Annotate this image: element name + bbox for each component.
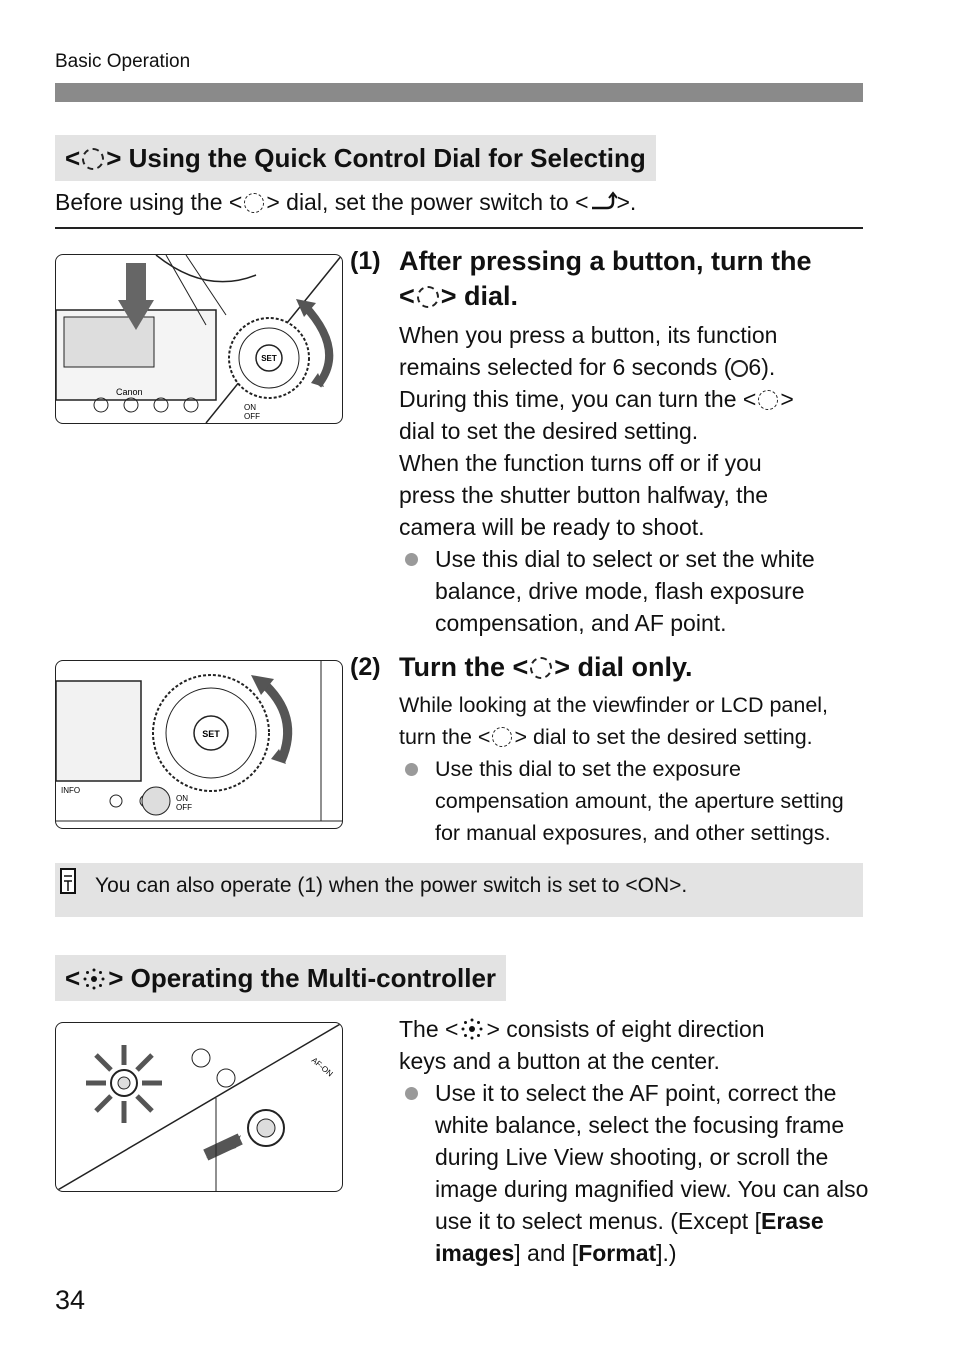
camera-top-drawing — [56, 255, 342, 423]
step-1-bullet: Use this dial to select or set the white balance, drive mode, flash exposure compensation, and AF point. — [399, 543, 859, 639]
svg-text:SET: SET — [261, 354, 277, 363]
step-1-number: (1) — [350, 247, 381, 275]
step-2-body: While looking at the viewfinder or LCD panel, turn the < > dial to set the desired setting. Use this dial to set the exposure compensation amount, the aperture setting for manual exposures, and other settings. — [399, 689, 869, 849]
svg-text:ON: ON — [176, 794, 188, 803]
svg-text:SET: SET — [202, 729, 220, 739]
camera-top-illustration — [55, 254, 343, 424]
timer-icon — [731, 360, 748, 377]
on-label: ON — [637, 874, 670, 897]
quick-control-dial-icon — [492, 727, 512, 747]
quick-control-dial-icon — [82, 148, 104, 170]
step-1-body: When you press a button, its function remains selected for 6 seconds ( 6). During this time, you can turn the < > dial to set the desired setting. When the function turns off or if you press the shutter button halfway, the camera will be ready to shoot. Use this dial to select or set the white balance, drive mode, flash exposure compensation, and AF point. — [399, 319, 859, 639]
quick-control-dial-icon — [417, 286, 439, 308]
svg-text:Canon: Canon — [116, 387, 143, 397]
quick-control-dial-icon — [758, 390, 778, 410]
multi-controller-icon — [82, 967, 106, 991]
step-2-title: Turn the < > dial only. — [399, 652, 693, 682]
note-icon — [59, 867, 79, 897]
page-number: 34 — [55, 1285, 86, 1315]
power-switch-icon — [589, 191, 617, 213]
svg-text:OFF: OFF — [176, 803, 192, 812]
step-1-title: After pressing a button, turn the < > dial. — [399, 246, 812, 311]
intro-text: Before using the < > dial, set the power switch to < >. — [55, 189, 637, 215]
section-2-body: The < > consists of eight direction keys and a button at the center. Use it to select the AF point, correct the white balance, select the focusing frame during Live View shooting, or scroll the image during magnified view. You can also use it to select menus. (Except [Erase images] and [Format].) — [399, 1013, 869, 1269]
header-bar — [55, 83, 863, 102]
note-text: You can also operate (1) when the power switch is set to <ON>. — [95, 874, 688, 897]
section-heading-quick-control-dial: < > Using the Quick Control Dial for Selecting — [55, 135, 656, 181]
svg-text:OFF: OFF — [244, 412, 260, 421]
step-2-number: (2) — [350, 653, 381, 681]
camera-back-drawing — [56, 661, 342, 828]
running-head: Basic Operation — [55, 51, 191, 72]
quick-control-dial-icon — [530, 657, 552, 679]
section-2-bullet: Use it to select the AF point, correct the white balance, select the focusing frame during Live View shooting, or scroll the image during magnified view. You can also use it to select menus. (Except [Erase images] and [Format].) — [399, 1077, 869, 1269]
quick-control-dial-icon — [244, 193, 264, 213]
camera-multi-controller-drawing — [56, 1023, 342, 1191]
section-rule — [55, 227, 863, 229]
multi-controller-illustration — [55, 1022, 343, 1192]
camera-back-dial-illustration — [55, 660, 343, 829]
svg-text:INFO: INFO — [61, 786, 81, 795]
section-title: > Using the Quick Control Dial for Selecting — [106, 143, 646, 173]
section-heading-multi-controller: < > Operating the Multi-controller — [55, 955, 506, 1001]
svg-text:ON: ON — [244, 403, 256, 412]
section-title: > Operating the Multi-controller — [108, 963, 497, 993]
multi-controller-icon — [460, 1017, 484, 1041]
step-2-bullet: Use this dial to set the exposure compensation amount, the aperture setting for manual exposures, and other settings. — [399, 753, 869, 849]
svg-text:AF-ON: AF-ON — [309, 1055, 335, 1079]
